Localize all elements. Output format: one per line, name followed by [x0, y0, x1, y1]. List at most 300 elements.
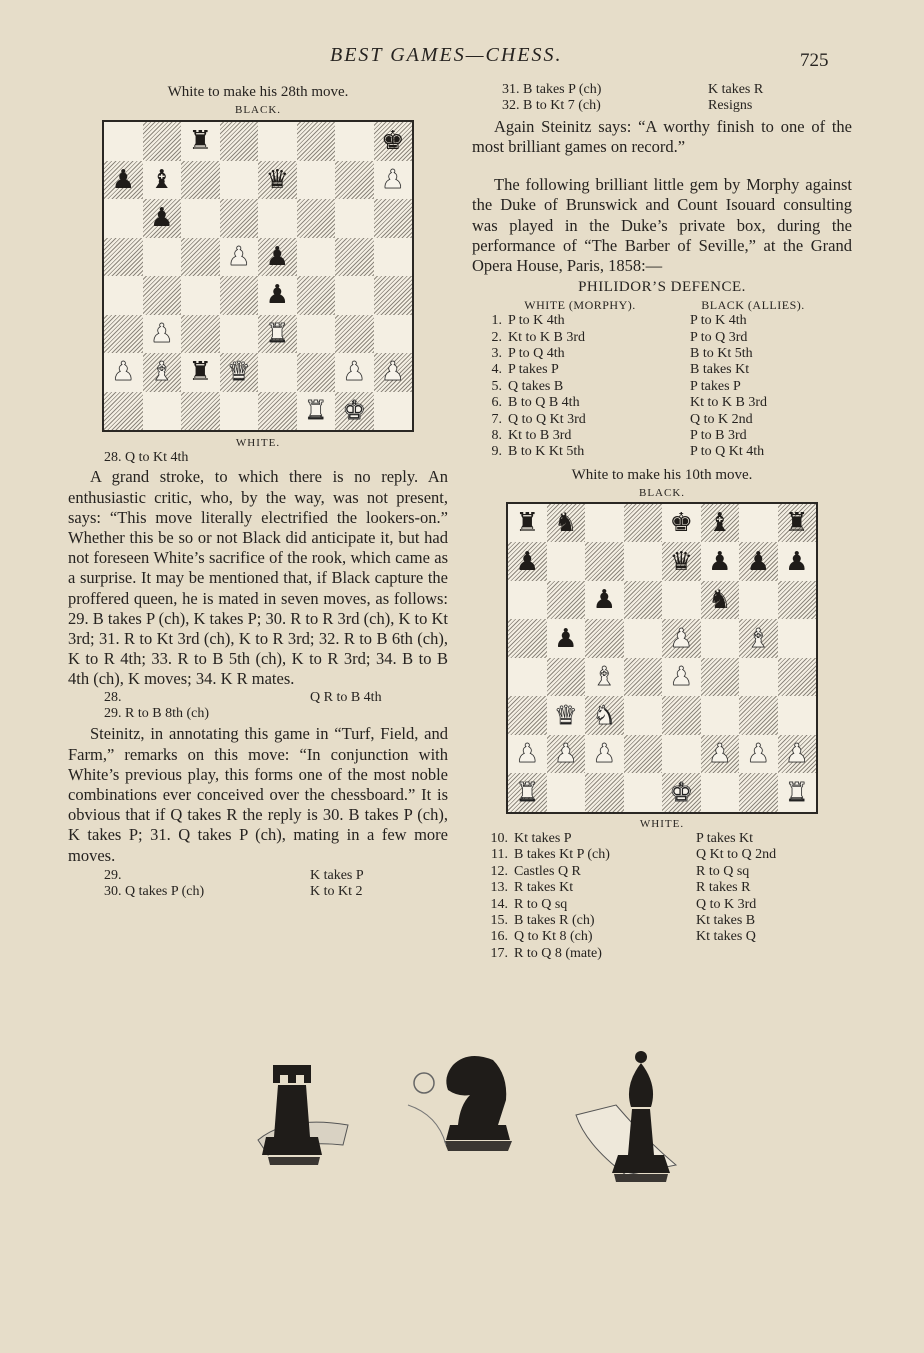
white-move: B takes R (ch) — [514, 912, 595, 928]
black-move: P to Q 3rd — [690, 329, 748, 345]
move-row — [502, 98, 852, 114]
board-square — [335, 161, 374, 200]
board-square — [662, 735, 701, 774]
white-move-cell — [486, 946, 696, 962]
board-square — [143, 238, 182, 277]
move-row — [480, 362, 852, 378]
white-move-cell — [480, 313, 690, 329]
white-move: 28. — [104, 689, 122, 705]
board-square — [374, 238, 413, 277]
board-square — [547, 735, 586, 774]
black-rook-icon: ♜ — [515, 508, 539, 539]
board-square — [547, 504, 586, 543]
black-move: R takes R — [696, 880, 751, 896]
board-square — [258, 392, 297, 431]
black-move: P takes Kt — [696, 830, 754, 846]
white-pawn-icon: ♟ — [669, 662, 693, 693]
white-move-cell — [486, 864, 696, 880]
black-move: Q to K 3rd — [696, 896, 757, 912]
steinitz-quote: Again Steinitz says: “A worthy finish to one of the most brilliant games on record.” — [472, 116, 852, 157]
board-square — [104, 238, 143, 277]
black-rook-icon: ♜ — [188, 126, 212, 157]
chess-diagram-28th-move — [102, 120, 414, 432]
black-pawn-icon: ♟ — [746, 546, 770, 577]
board-square — [104, 353, 143, 392]
white-move-cell — [486, 847, 696, 863]
board-square — [374, 315, 413, 354]
diagram-caption-2: White to make his 10th move. — [571, 466, 753, 483]
board-square — [778, 504, 817, 543]
board-square — [701, 504, 740, 543]
board-square — [258, 238, 297, 277]
board-square — [181, 276, 220, 315]
board-square — [778, 581, 817, 620]
white-move-cell — [486, 831, 696, 847]
move-row — [486, 864, 852, 880]
board-square — [739, 581, 778, 620]
white-move-cell — [480, 362, 690, 378]
board-square — [508, 581, 547, 620]
board-square — [143, 199, 182, 238]
board-square — [585, 735, 624, 774]
move-number: 4. — [491, 362, 502, 378]
white-move: 30. Q takes P (ch) — [104, 884, 205, 900]
board-square — [662, 581, 701, 620]
opening-title: PHILIDOR’S DEFENCE. — [578, 279, 746, 296]
move-row — [480, 313, 852, 329]
move-number: 2. — [491, 329, 502, 345]
black-move: Kt to K B 3rd — [690, 395, 767, 411]
board-square — [374, 199, 413, 238]
board-square — [585, 696, 624, 735]
white-pawn-icon: ♟ — [592, 739, 616, 770]
move-number: 12. — [490, 863, 508, 879]
board-square — [662, 619, 701, 658]
move-row — [502, 82, 852, 98]
black-queen-icon: ♛ — [265, 164, 289, 195]
move-row — [480, 379, 852, 395]
board-square — [335, 199, 374, 238]
board-square — [701, 735, 740, 774]
board-square — [181, 122, 220, 161]
black-bishop-icon: ♝ — [708, 508, 732, 539]
board-square — [104, 276, 143, 315]
white-move: R to Q 8 (mate) — [514, 945, 602, 961]
board-square — [374, 276, 413, 315]
move-row — [480, 444, 852, 460]
black-move: Kt takes Q — [696, 929, 756, 945]
white-move: P takes P — [508, 362, 559, 378]
chess-diagram-10th-move — [506, 502, 818, 814]
black-pawn-icon: ♟ — [592, 585, 616, 616]
commentary-paragraph: A grand stroke, to which there is no reply. An enthusiastic critic, who, by the way, was not present, says: “This move literally electrified the lookers-on.” Whether this be so or not Black did anticipate it, but had not foreseen White’s sacrifice of the rook, which came as a surprise. It may be mentioned that, if Black capture the proffered queen, he is mated in seven moves, as follows: 29. B takes P (ch), K takes P; 30. R to R 3rd (ch), K to Kt 3rd; 31. R to Kt 3rd (ch), K to R 3rd; 32. R to B 6th (ch), K to R 4th; 33. R to B 5th (ch), K to R 3rd; 34. B to B 4th (ch), K moves; 34. K R mates. — [68, 467, 448, 689]
move-number: 1. — [491, 313, 502, 329]
move-row — [486, 897, 852, 913]
move-row — [480, 395, 852, 411]
board-square — [701, 542, 740, 581]
white-move: 32. B to Kt 7 (ch) — [502, 98, 601, 114]
board-square — [739, 504, 778, 543]
board-square — [143, 161, 182, 200]
board-square — [701, 658, 740, 697]
board-square — [181, 315, 220, 354]
white-label: WHITE. — [235, 437, 281, 449]
right-column — [472, 84, 852, 962]
white-move: P to K 4th — [508, 313, 565, 329]
board-square — [624, 619, 663, 658]
board-square — [104, 161, 143, 200]
black-label-2: BLACK. — [638, 486, 686, 499]
board-square — [143, 392, 182, 431]
board-square — [335, 392, 374, 431]
white-move: R to Q sq — [514, 896, 568, 912]
board-square — [220, 238, 259, 277]
move-row — [104, 884, 448, 900]
board-square — [258, 161, 297, 200]
black-move: Kt takes B — [696, 912, 756, 928]
black-move: B to Kt 5th — [690, 346, 753, 362]
white-king-icon: ♚ — [342, 395, 366, 426]
board-square — [624, 696, 663, 735]
board-square — [374, 161, 413, 200]
white-move-cell — [486, 897, 696, 913]
white-pawn-icon: ♟ — [111, 357, 135, 388]
white-pawn-icon: ♟ — [746, 739, 770, 770]
board-square — [297, 199, 336, 238]
board-square — [624, 735, 663, 774]
white-rook-icon: ♜ — [265, 318, 289, 349]
black-move: P to B 3rd — [690, 428, 747, 444]
white-king-icon: ♚ — [669, 777, 693, 808]
board-square — [297, 353, 336, 392]
white-player-header: WHITE (MORPHY). — [524, 298, 636, 313]
board-square — [778, 696, 817, 735]
move-row — [486, 946, 852, 962]
board-square — [181, 392, 220, 431]
black-move: P to K 4th — [690, 313, 747, 329]
board-square — [585, 581, 624, 620]
board-square — [220, 315, 259, 354]
white-pawn-icon: ♟ — [227, 241, 251, 272]
board-square — [585, 542, 624, 581]
white-rook-icon: ♜ — [304, 395, 328, 426]
board-square — [547, 619, 586, 658]
white-move-cell — [480, 330, 690, 346]
white-move: Kt to B 3rd — [508, 428, 572, 444]
board-square — [335, 122, 374, 161]
white-rook-icon: ♜ — [785, 777, 809, 808]
board-square — [739, 619, 778, 658]
board-square — [335, 238, 374, 277]
black-move: P takes P — [690, 378, 741, 394]
move-number: 17. — [490, 945, 508, 961]
black-label: BLACK. — [234, 104, 282, 116]
board-square — [104, 315, 143, 354]
black-pawn-icon: ♟ — [150, 203, 174, 234]
player-headers — [482, 298, 852, 313]
white-pawn-icon: ♟ — [708, 739, 732, 770]
running-title: BEST GAMES—CHESS. — [330, 44, 563, 66]
board-square — [662, 773, 701, 812]
black-king-icon: ♚ — [669, 508, 693, 539]
black-move: K takes R — [708, 82, 764, 97]
black-pawn-icon: ♟ — [785, 546, 809, 577]
board-square — [181, 353, 220, 392]
board-square — [547, 696, 586, 735]
board-square — [508, 658, 547, 697]
move-row — [486, 880, 852, 896]
board-square — [220, 122, 259, 161]
white-pawn-icon: ♟ — [669, 623, 693, 654]
board-square — [739, 658, 778, 697]
board-square — [778, 735, 817, 774]
board-square — [701, 773, 740, 812]
board-square — [778, 542, 817, 581]
board-square — [258, 199, 297, 238]
board-square — [220, 199, 259, 238]
white-queen-icon: ♛ — [554, 700, 578, 731]
board-square — [778, 773, 817, 812]
black-queen-icon: ♛ — [669, 546, 693, 577]
white-move: Q takes B — [508, 378, 564, 394]
board-square — [624, 542, 663, 581]
white-move: P to Q 4th — [508, 346, 565, 362]
board-square — [220, 161, 259, 200]
move-row — [104, 868, 448, 884]
board-square — [220, 353, 259, 392]
board-square — [143, 315, 182, 354]
board-square — [585, 658, 624, 697]
white-move: 31. B takes P (ch) — [502, 82, 602, 97]
white-move: Q to Kt 8 (ch) — [514, 929, 593, 945]
board-square — [258, 353, 297, 392]
black-move: Q R to B 4th — [310, 689, 382, 705]
board-square — [220, 276, 259, 315]
black-king-icon: ♚ — [381, 126, 405, 157]
board-square — [104, 122, 143, 161]
move-number: 14. — [490, 896, 508, 912]
white-pawn-icon: ♟ — [785, 739, 809, 770]
board-square — [374, 353, 413, 392]
black-pawn-icon: ♟ — [708, 546, 732, 577]
white-bishop-icon: ♝ — [746, 623, 770, 654]
board-square — [297, 392, 336, 431]
black-rook-icon: ♜ — [785, 508, 809, 539]
black-move: P to Q Kt 4th — [690, 444, 765, 460]
white-bishop-icon: ♝ — [592, 662, 616, 693]
page-number: 725 — [800, 50, 829, 71]
move-number: 3. — [491, 346, 502, 362]
board-square — [701, 581, 740, 620]
move-row — [104, 690, 448, 706]
move-row — [480, 330, 852, 346]
white-move: 29. — [104, 867, 122, 883]
white-move-cell — [480, 395, 690, 411]
board-square — [335, 276, 374, 315]
board-square — [778, 619, 817, 658]
move-row — [480, 428, 852, 444]
board-square — [335, 315, 374, 354]
board-square — [374, 392, 413, 431]
white-move: Castles Q R — [514, 863, 581, 879]
board-square — [547, 773, 586, 812]
board-square — [624, 581, 663, 620]
black-pawn-icon: ♟ — [111, 164, 135, 195]
white-move: 29. R to B 8th (ch) — [104, 706, 209, 722]
board-square — [508, 735, 547, 774]
white-pawn-icon: ♟ — [342, 357, 366, 388]
white-rook-icon: ♜ — [515, 777, 539, 808]
board-square — [104, 392, 143, 431]
black-knight-icon: ♞ — [554, 508, 578, 539]
white-move-cell — [480, 346, 690, 362]
board-square — [508, 696, 547, 735]
board-square — [662, 658, 701, 697]
black-move: K to Kt 2 — [310, 884, 363, 900]
board-square — [181, 238, 220, 277]
board-square — [739, 735, 778, 774]
black-pawn-icon: ♟ — [515, 546, 539, 577]
board-square — [739, 696, 778, 735]
board-square — [143, 276, 182, 315]
board-square — [258, 122, 297, 161]
morphy-intro: The following brilliant little gem by Morphy against the Duke of Brunswick and Count Isouard consulting was played in the Duke’s private box, during the performance of “The Barber of Seville,” at the Grand Opera House, Paris, 1858:— — [472, 175, 852, 276]
black-move: Q Kt to Q 2nd — [696, 847, 777, 863]
board-square — [739, 542, 778, 581]
board-square — [297, 315, 336, 354]
board-square — [624, 658, 663, 697]
board-square — [181, 199, 220, 238]
bishop-icon — [556, 1045, 706, 1190]
move-number: 10. — [490, 830, 508, 846]
diagram-caption: White to make his 28th move. — [167, 84, 349, 100]
move-number: 9. — [491, 444, 502, 460]
board-square — [258, 276, 297, 315]
white-move: B to Q B 4th — [508, 395, 580, 411]
board-square — [374, 122, 413, 161]
move-row — [104, 706, 448, 722]
white-move: B to K Kt 5th — [508, 444, 585, 460]
board-square — [508, 504, 547, 543]
move-number: 16. — [490, 929, 508, 945]
move-number: 5. — [491, 378, 502, 394]
move-row — [480, 346, 852, 362]
white-pawn-icon: ♟ — [554, 739, 578, 770]
knight-icon — [398, 1045, 528, 1165]
board-square — [662, 696, 701, 735]
final-moves — [486, 831, 852, 962]
board-square — [297, 122, 336, 161]
board-square — [547, 581, 586, 620]
white-move: Q to Q Kt 3rd — [508, 411, 586, 427]
white-pawn-icon: ♟ — [150, 318, 174, 349]
board-square — [739, 773, 778, 812]
board-square — [181, 161, 220, 200]
move-number: 11. — [491, 847, 508, 863]
left-column — [68, 84, 448, 901]
moves-31-32 — [502, 82, 852, 115]
board-square — [701, 696, 740, 735]
white-pawn-icon: ♟ — [381, 164, 405, 195]
move-number: 13. — [490, 880, 508, 896]
move-row — [486, 847, 852, 863]
white-move: B takes Kt P (ch) — [514, 847, 610, 863]
board-square — [585, 773, 624, 812]
board-square — [662, 542, 701, 581]
board-square — [585, 504, 624, 543]
move-28: 28. Q to Kt 4th — [104, 450, 189, 465]
move-row — [486, 929, 852, 945]
board-square — [297, 238, 336, 277]
board-square — [220, 392, 259, 431]
board-square — [547, 542, 586, 581]
board-square — [143, 122, 182, 161]
black-player-header: BLACK (ALLIES). — [701, 298, 805, 313]
move-number: 7. — [491, 411, 502, 427]
board-square — [143, 353, 182, 392]
board-square — [585, 619, 624, 658]
black-bishop-icon: ♝ — [150, 164, 174, 195]
board-square — [624, 773, 663, 812]
black-move: R to Q sq — [696, 863, 750, 879]
black-move: B takes Kt — [690, 362, 750, 378]
black-rook-icon: ♜ — [188, 357, 212, 388]
white-move-cell — [486, 929, 696, 945]
black-move: Q to K 2nd — [690, 411, 753, 427]
move-row — [486, 913, 852, 929]
white-queen-icon: ♛ — [227, 357, 251, 388]
board-square — [335, 353, 374, 392]
white-move-cell — [480, 412, 690, 428]
board-square — [508, 773, 547, 812]
board-square — [297, 276, 336, 315]
black-pawn-icon: ♟ — [265, 280, 289, 311]
rook-icon — [248, 1045, 358, 1180]
white-pawn-icon: ♟ — [515, 739, 539, 770]
white-move-cell — [486, 913, 696, 929]
white-move: Kt to K B 3rd — [508, 329, 585, 345]
board-square — [104, 199, 143, 238]
white-pawn-icon: ♟ — [381, 357, 405, 388]
board-square — [624, 504, 663, 543]
white-knight-icon: ♞ — [592, 700, 616, 731]
white-move-cell — [480, 379, 690, 395]
board-square — [508, 619, 547, 658]
black-pawn-icon: ♟ — [265, 241, 289, 272]
white-move-cell — [480, 444, 690, 460]
moves-28-29 — [104, 690, 448, 723]
white-label-2: WHITE. — [639, 817, 685, 830]
opening-moves — [480, 313, 852, 461]
move-row — [480, 412, 852, 428]
move-number: 15. — [490, 912, 508, 928]
move-row — [486, 831, 852, 847]
steinitz-paragraph: Steinitz, in annotating this game in “Turf, Field, and Farm,” remarks on this move: “In conjunction with White’s previous play, this forms one of the most noble combinations ever conceived over the chessboard.” It is obvious that if Q takes R the reply is 30. B takes P (ch), K takes P; 31. Q takes P (ch), mating in a few more moves. — [68, 724, 448, 865]
black-pawn-icon: ♟ — [554, 623, 578, 654]
white-move: Kt takes P — [514, 830, 572, 846]
white-bishop-icon: ♝ — [150, 357, 174, 388]
board-square — [508, 542, 547, 581]
board-square — [297, 161, 336, 200]
white-move-cell — [480, 428, 690, 444]
moves-29-30 — [104, 868, 448, 901]
move-number: 8. — [491, 428, 502, 444]
black-move: Resigns — [708, 98, 753, 114]
board-square — [778, 658, 817, 697]
board-square — [258, 315, 297, 354]
board-square — [662, 504, 701, 543]
black-knight-icon: ♞ — [708, 585, 732, 616]
